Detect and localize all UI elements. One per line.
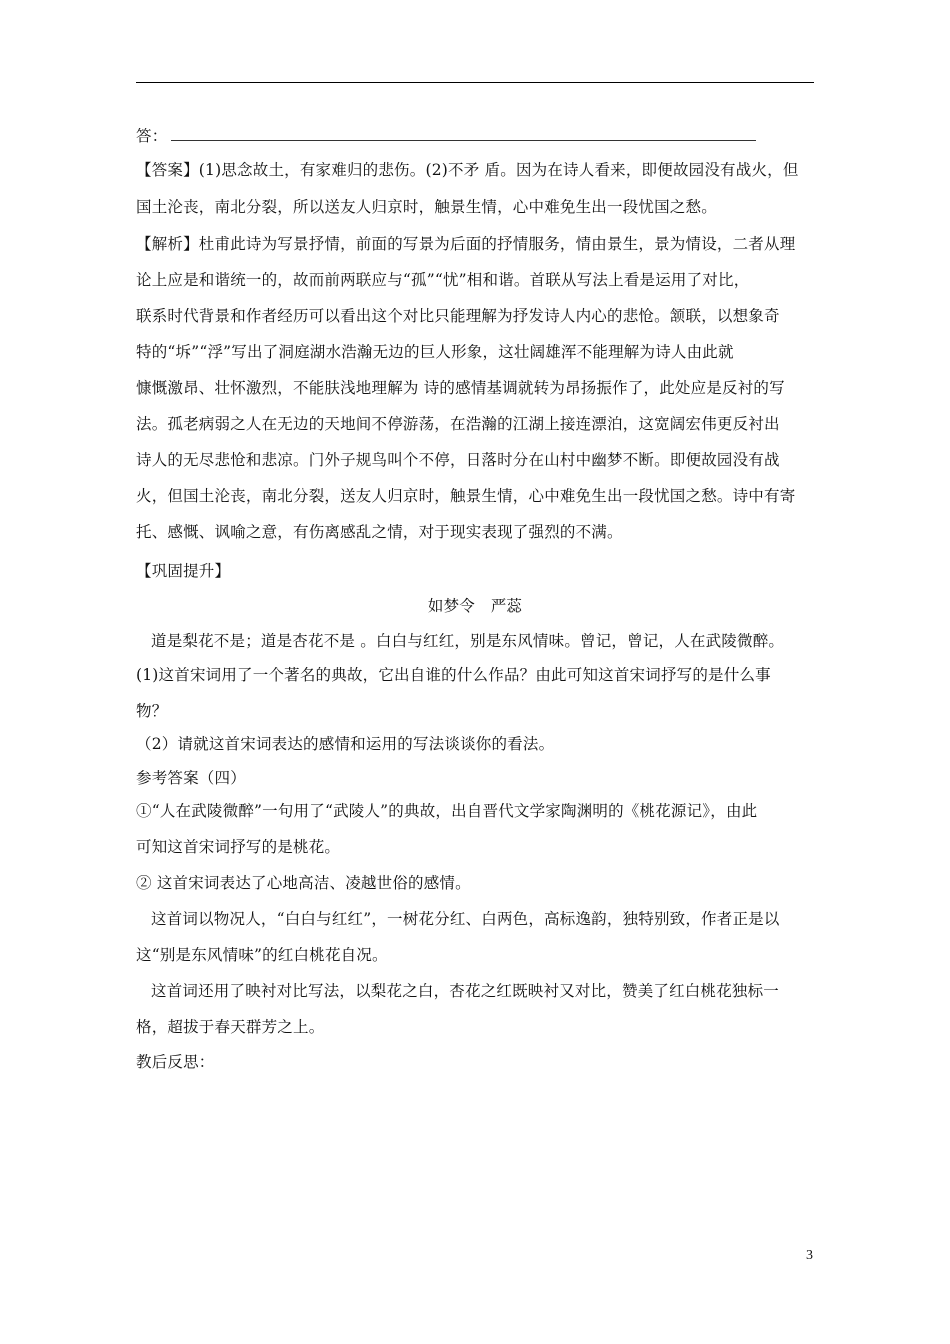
page-number: 3 (806, 1248, 813, 1263)
reference-answer-4a: 这首词还用了映衬对比写法，以梨花之白，杏花之红既映衬又对比，赞美了红白桃花独标一 (151, 982, 780, 1000)
analysis-line-5: 慷慨激昂、壮怀激烈，不能肤浅地理解为 诗的感情基调就转为昂扬振作了，此处应是反衬的写 (136, 379, 785, 397)
reference-heading: 参考答案（四） (136, 769, 246, 787)
question-line-2: 物？ (136, 702, 168, 720)
analysis-line-1: 【解析】杜甫此诗为写景抒情，前面的写景为后面的抒情服务，情由景生，景为情设，二者从理 (136, 235, 796, 253)
consolidation-heading: 【巩固提升】 (136, 562, 231, 580)
answer-blank-underline (171, 126, 756, 141)
question-line-1: (1)这首宋词用了一个著名的典故，它出自谁的什么作品？由此可知这首宋词抒写的是什么事 (136, 666, 771, 684)
answer-prompt: 答： (136, 127, 168, 145)
answer-prompt-line (136, 126, 816, 146)
analysis-line-6: 法。孤老病弱之人在无边的天地间不停游荡，在浩瀚的江湖上接连漂泊，这宽阔宏伟更反衬出 (136, 415, 780, 433)
analysis-line-9: 托、感慨、讽喻之意，有伤离感乱之情，对于现实表现了强烈的不满。 (136, 523, 623, 541)
analysis-line-2: 论上应是和谐统一的，故而前两联应与“孤”“忧”相和谐。首联从写法上看是运用了对比， (136, 271, 750, 289)
reference-answer-1b: 可知这首宋词抒写的是桃花。 (136, 838, 341, 856)
answer-line-2: 国土沦丧，南北分裂，所以送友人归京时，触景生情，心中难免生出一段忧国之愁。 (136, 198, 717, 216)
analysis-line-3: 联系时代背景和作者经历可以看出这个对比只能理解为抒发诗人内心的悲怆。颔联，以想象奇 (136, 307, 780, 325)
answer-line-1: 【答案】(1)思念故土，有家难归的悲伤。(2)不矛 盾。因为在诗人看来，即便故园没有战火，但 (136, 161, 799, 179)
poem-text: 道是梨花不是；道是杏花不是 。白白与红红，别是东风情味。曾记，曾记，人在武陵微醉。 (151, 632, 785, 650)
analysis-line-7: 诗人的无尽悲怆和悲凉。门外子规鸟叫个不停，日落时分在山村中幽梦不断。即便故园没有战 (136, 451, 780, 469)
analysis-line-8: 火，但国土沦丧，南北分裂，送友人归京时，触景生情，心中难免生出一段忧国之愁。诗中有寄 (136, 487, 796, 505)
question-line-3: （2）请就这首宋词表达的感情和运用的写法谈谈你的看法。 (136, 735, 555, 753)
reference-answer-1a: ①“人在武陵微醉”一句用了“武陵人”的典故，出自晋代文学家陶渊明的《桃花源记》，由此 (136, 802, 758, 820)
reference-answer-4b: 格，超拔于春天群芳之上。 (136, 1018, 325, 1036)
reference-answer-3b: 这“别是东风情味”的红白桃花自况。 (136, 946, 388, 964)
reference-answer-2: ② 这首宋词表达了心地高洁、凌越世俗的感情。 (136, 874, 471, 892)
reflection-label: 教后反思： (136, 1053, 215, 1071)
analysis-line-4: 特的“坼”“浮”写出了洞庭湖水浩瀚无边的巨人形象，这壮阔雄浑不能理解为诗人由此就 (136, 343, 734, 361)
poem-title: 如梦令 严蕊 (427, 597, 523, 615)
header-rule (136, 82, 814, 83)
reference-answer-3a: 这首词以物况人，“白白与红红”，一树花分红、白两色，高标逸韵，独特别致，作者正是以 (151, 910, 780, 928)
